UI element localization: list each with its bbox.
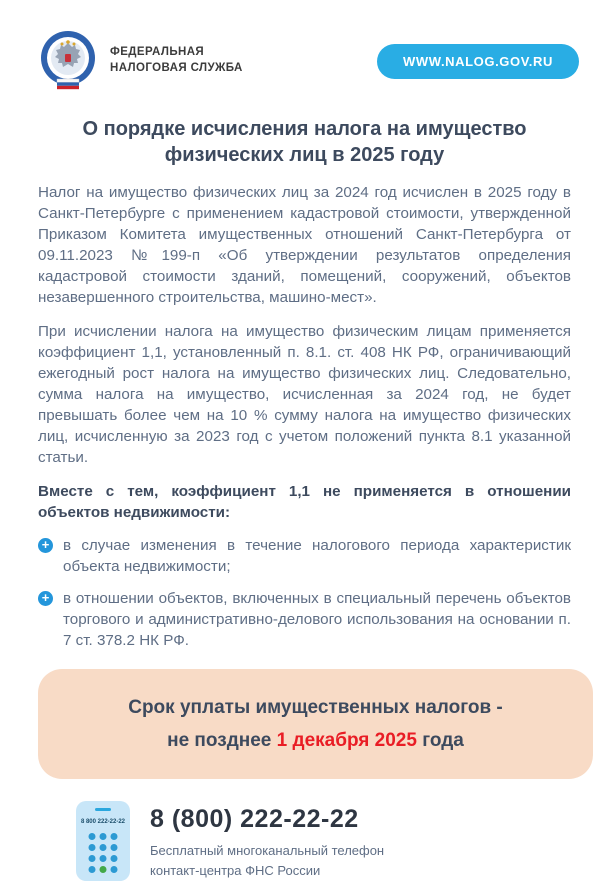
deadline-date: 1 декабря 2025 — [276, 730, 417, 751]
fns-logo — [40, 30, 243, 92]
paragraph-1: Налог на имущество физических лиц за 2024 год исчислен в 2025 году в Санкт-Петербурге с применением кадастровой стоимости, утвержденной Приказом Комитета имущественных отношений Санкт-Петербурга от 09.11.2023 №199-п «Об утверждении результатов определения кадастровой стоимости зданий, помещений, сооружений, объектов незавершенного строительства, машино-мест». — [38, 184, 571, 306]
page-title: О порядке исчисления налога на имущество физических лиц в 2025 году — [82, 118, 527, 166]
phone-icon — [76, 801, 130, 881]
plus-bullet-icon — [38, 591, 53, 606]
org-name-line1: ФЕДЕРАЛЬНАЯ — [110, 46, 205, 59]
callout-line1: Срок уплаты имущественных налогов - — [128, 697, 503, 718]
phone-description-line2: контакт-центра ФНС России — [150, 863, 321, 879]
paragraph-2: При исчислении налога на имущество физическим лицам применяется коэффициент 1,1, установленный п. 8.1. ст. 408 НК РФ, ограничивающий ежегодный рост налога на имущество физических лиц. Следовательно, сумма налога на имущество, исчисленная за 2024 год, не будет превышать более чем на 10 % сумму налога на имущество физических лиц, исчисленную за 2023 год с учетом положений пункта 8.1 указанной статьи. — [38, 323, 571, 466]
deadline-callout — [38, 669, 593, 779]
phone-number: 8 (800) 222-22-22 — [150, 805, 359, 833]
list-item — [38, 588, 571, 651]
contact-section — [38, 779, 571, 881]
phone-icon-label: 8 800 222-22-22 — [80, 819, 126, 825]
callout-line2-prefix: не позднее — [167, 730, 277, 751]
website-badge[interactable]: WWW.NALOG.GOV.RU — [377, 44, 579, 79]
plus-bullet-icon — [38, 538, 53, 553]
phone-description — [150, 841, 384, 881]
content — [0, 182, 609, 881]
org-name — [110, 45, 243, 76]
fns-emblem-icon — [40, 30, 96, 92]
phone-description-line1: Бесплатный многоканальный телефон — [150, 843, 385, 858]
green-dot — [100, 866, 107, 873]
phone-keypad-dots — [89, 833, 118, 873]
phone-speaker-bar — [95, 808, 111, 811]
list-item-text: в отношении объектов, включенных в специальный перечень объектов торгового и административно-делового использования на основании п. 7 ст. 378.2 НК РФ. — [63, 590, 571, 649]
bullet-list — [38, 535, 571, 651]
list-item — [38, 535, 571, 577]
callout-line2 — [68, 724, 563, 757]
header — [0, 0, 609, 92]
callout-line2-suffix: года — [416, 730, 464, 751]
org-name-line2: НАЛОГОВАЯ СЛУЖБА — [110, 62, 243, 74]
section-heading: Вместе с тем, коэффициент 1,1 не применяется в отношении объектов недвижимости: — [38, 483, 571, 521]
contact-text — [150, 801, 384, 881]
list-item-text: в случае изменения в течение налогового периода характеристик объекта недвижимости; — [63, 537, 571, 575]
